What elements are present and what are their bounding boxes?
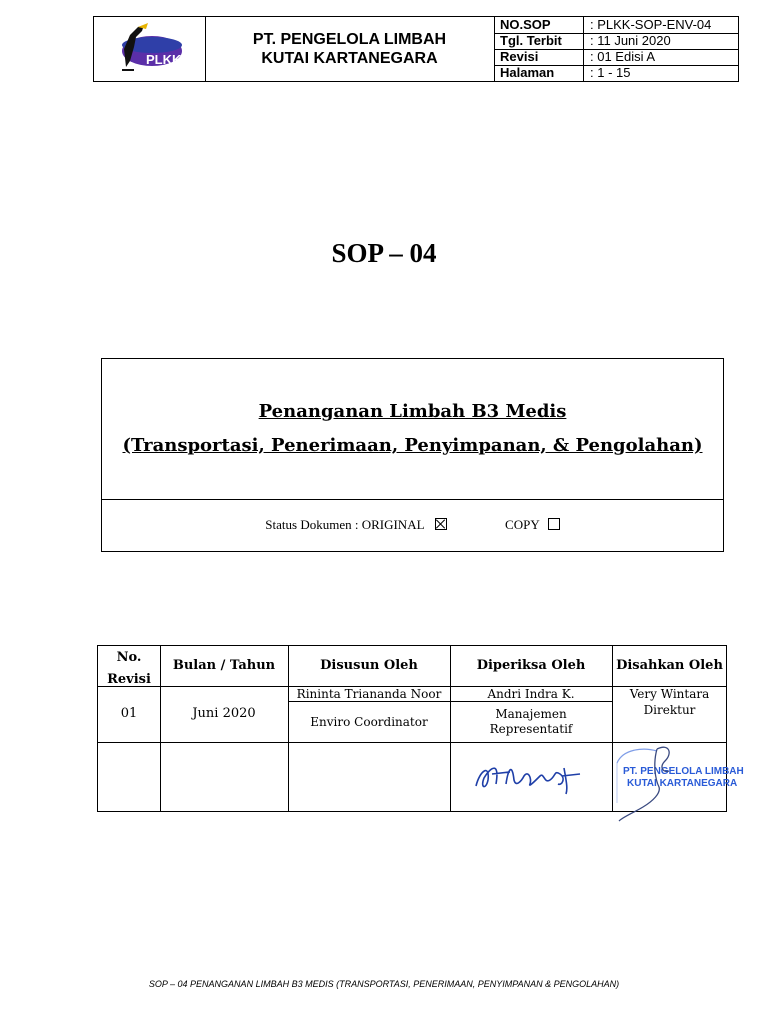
copy-checkbox[interactable] [548, 518, 560, 530]
cell-disahkan-title: Direktur [643, 703, 696, 717]
svg-text:KUTAI KARTANEGARA: KUTAI KARTANEGARA [627, 778, 738, 789]
original-label: ORIGINAL [361, 517, 425, 532]
meta-label: NO.SOP [494, 17, 584, 33]
title-box-heading [102, 359, 723, 500]
title-line-2: (Transportasi, Penerimaan, Penyimpanan, & Pengolahan) [122, 435, 703, 456]
meta-row-halaman [494, 65, 739, 81]
document-title: SOP – 04 [331, 238, 437, 268]
cell-no: 01 [120, 706, 138, 721]
svg-text:PLKK: PLKK [146, 52, 182, 67]
cell-bulan: Juni 2020 [192, 706, 256, 721]
company-name [205, 17, 495, 81]
logo-cell [94, 17, 206, 81]
document-status [102, 517, 723, 533]
company-stamp [613, 743, 744, 825]
header-no-revisi: No. Revisi [107, 650, 151, 687]
header-diperiksa: Diperiksa Oleh [476, 658, 586, 673]
meta-label: Tgl. Terbit [494, 33, 584, 49]
copy-label: COPY [505, 517, 540, 532]
signature-diperiksa [470, 750, 594, 796]
cell-disusun-name: Rininta Triananda Noor [296, 687, 442, 701]
meta-value: : 01 Edisi A [590, 49, 656, 64]
meta-row-no-sop [494, 17, 739, 34]
meta-label: Halaman [494, 65, 584, 81]
plkk-logo [94, 17, 205, 81]
status-label: Status Dokumen : [265, 517, 362, 532]
header-bulan-tahun: Bulan / Tahun [172, 658, 276, 673]
company-line-1: PT. PENGELOLA LIMBAH [252, 31, 447, 48]
document-header [93, 16, 739, 82]
meta-value: : PLKK-SOP-ENV-04 [590, 17, 712, 32]
cell-diperiksa-name: Andri Indra K. [487, 687, 575, 701]
cell-diperiksa-title: Manajemen Representatif [489, 707, 573, 736]
sop-meta [494, 17, 739, 81]
svg-text:PT. PENGELOLA LIMBAH: PT. PENGELOLA LIMBAH [623, 766, 744, 777]
title-line-1: Penanganan Limbah B3 Medis [258, 401, 567, 422]
meta-row-tgl-terbit [494, 33, 739, 50]
page-footer: SOP – 04 PENANGANAN LIMBAH B3 MEDIS (TRANSPORTASI, PENERIMAAN, PENYIMPANAN & PENGOLAHAN) [148, 979, 620, 989]
title-box [101, 358, 724, 552]
original-checkbox[interactable] [435, 518, 447, 530]
meta-value: : 11 Juni 2020 [590, 33, 671, 48]
company-line-2: KUTAI KARTANEGARA [261, 50, 438, 67]
meta-value: : 1 - 15 [590, 65, 631, 80]
meta-label: Revisi [494, 49, 584, 65]
revision-table [97, 645, 744, 812]
header-disahkan: Disahkan Oleh [616, 658, 723, 673]
cell-disahkan-name: Very Wintara [629, 687, 710, 701]
meta-row-revisi [494, 49, 739, 66]
header-disusun: Disusun Oleh [320, 658, 418, 673]
cell-disusun-title: Enviro Coordinator [310, 715, 428, 729]
